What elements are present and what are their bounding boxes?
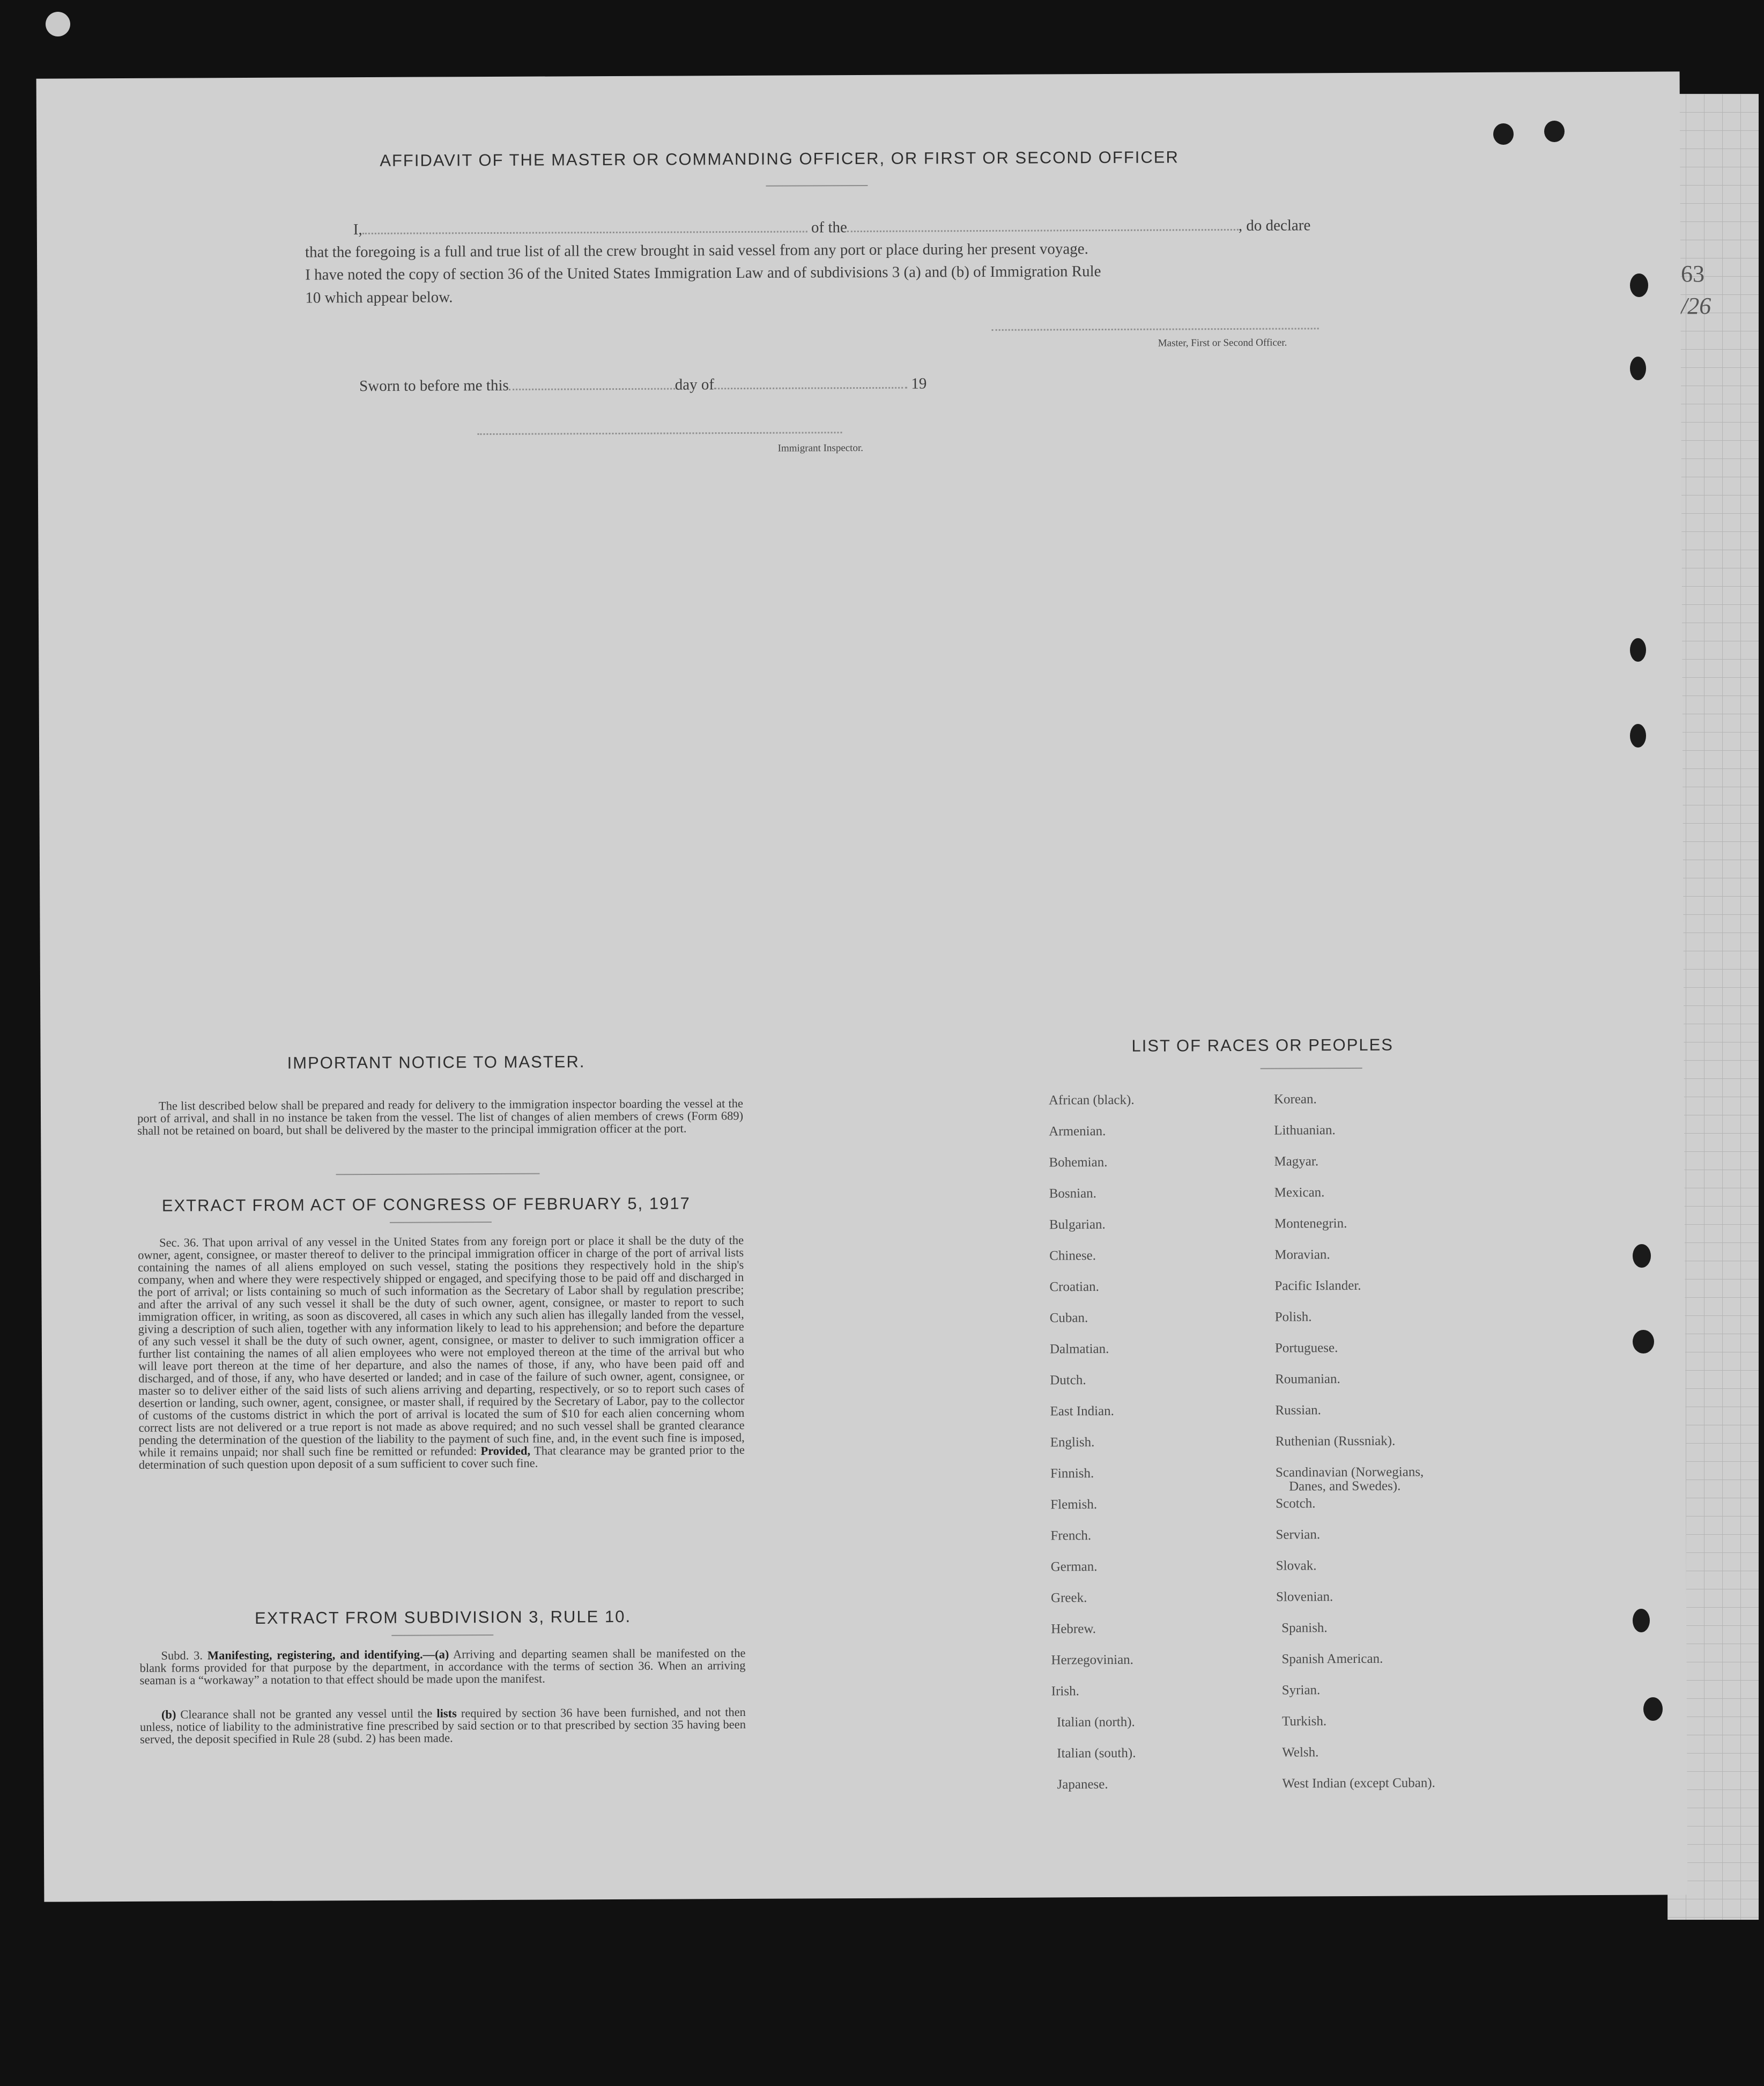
act-title: EXTRACT FROM ACT OF CONGRESS OF FEBRUARY 5, 1917 (161, 1194, 691, 1215)
affidavit-line-4: 10 which appear below. (305, 289, 453, 307)
back-sheet-mark: /26 (1681, 293, 1711, 319)
race-item: Pacific Islander. (1274, 1278, 1361, 1293)
race-item: Italian (south). (1057, 1745, 1136, 1761)
race-item: Scandinavian (Norwegians, (1275, 1464, 1424, 1480)
sworn-day-blank (509, 388, 675, 390)
divider (390, 1222, 492, 1223)
race-item: Bosnian. (1049, 1186, 1096, 1201)
divider (766, 185, 868, 187)
act-body-end: That clearance may be granted prior to the determination of such question upon deposit of a sum sufficient to cover such fine. (138, 1443, 745, 1471)
race-item: English. (1050, 1435, 1095, 1450)
punch-hole (1630, 638, 1646, 662)
race-item: Magyar. (1274, 1154, 1319, 1169)
rule-subd-b (140, 1706, 746, 1745)
race-item: Dutch. (1050, 1373, 1086, 1388)
race-item: Slovenian. (1276, 1589, 1333, 1604)
act-body (138, 1234, 745, 1471)
race-item: Moravian. (1274, 1247, 1330, 1262)
name-blank (362, 231, 807, 234)
race-item: French. (1050, 1528, 1092, 1543)
act-body-main: Sec. 36. That upon arrival of any vessel in the United States from any foreign port or place it shall be the duty of the owner, agent, consignee, or master thereof to deliver to the principal immigration officer in charge of the port of arrival lists containing the names of all aliens employed on such vessel, stating the positions they respectively hold in the ship's company, when and where they were respectively shipped or engaged, and specifying those to be paid off and discharged in the port of arrival; or lists containing so much of such information as the Secretary of Labor shall by regulation prescribe; and after the arrival of any such vessel it shall be the duty of such owner, agent, consignee, or master to report to such immigration officer, in writing, as soon as discovered, all cases in which any such alien has illegally landed from the vessel, giving a description of such alien, together with any information likely to lead to his apprehension; and before the departure of any such vessel it shall be the duty of such owner, agent, consignee, or master to deliver to such immigration officer a further list containing the names of all alien employees who were not employed thereon at the time of the arrival but who will leave port thereon at the time of her departure, and also the names of those, if any, who have been paid off and discharged, and of those, if any, who have deserted or landed; and in case of the failure of such owner, agent, consignee, or master so to deliver either of the said lists of such aliens arriving and departing, respectively, or so to report such cases of desertion or landing, such owner, agent, consignee, or master shall, if required by the Secretary of Labor, pay to the collector of customs of the customs district in which the port of arrival is located the sum of $10 for each alien concerning whom correct lists are not delivered or a true report is not made as above required; and no such vessel shall be granted clearance pending the determination of the question of the liability to the payment of such fine, and, in the event such fine is imposed, while it remains unpaid; nor shall such fine be remitted or refunded: (138, 1233, 745, 1459)
race-item: Dalmatian. (1049, 1341, 1109, 1357)
race-item: West Indian (except Cuban). (1282, 1776, 1435, 1791)
rule-subd-b-lists: lists (436, 1706, 457, 1720)
rule-subd-label: Subd. 3. (161, 1648, 203, 1662)
punch-hole (1544, 121, 1565, 142)
sworn-line (359, 375, 927, 395)
race-item: Spanish American. (1281, 1651, 1383, 1667)
race-item: Danes, and Swedes). (1289, 1478, 1401, 1494)
act-body-proviso: Provided, (480, 1444, 531, 1458)
affidavit-i: I, (353, 221, 362, 239)
rule-subd-a (139, 1647, 745, 1686)
back-sheet-mark: 63 (1681, 261, 1704, 287)
punch-hole (1643, 1697, 1663, 1721)
race-item: Greek. (1050, 1591, 1087, 1606)
race-item: Flemish. (1050, 1497, 1098, 1512)
race-item: Croatian. (1049, 1279, 1099, 1294)
race-item: Bohemian. (1049, 1155, 1108, 1170)
race-item: Servian. (1276, 1527, 1321, 1542)
race-item: Welsh. (1282, 1745, 1319, 1760)
race-item: Cuban. (1049, 1311, 1088, 1326)
race-item: Slovak. (1276, 1558, 1317, 1573)
race-item: Syrian. (1281, 1683, 1321, 1698)
divider (391, 1634, 493, 1636)
affidavit-line-2: that the foregoing is a full and true list of all the crew brought in said vessel from any port or place during her present voyage. (305, 240, 1088, 261)
race-item: Armenian. (1049, 1124, 1106, 1139)
binder-hole (46, 12, 70, 36)
divider (336, 1173, 540, 1175)
race-item: Korean. (1273, 1092, 1317, 1107)
race-item: German. (1050, 1559, 1098, 1574)
punch-hole (1633, 1330, 1654, 1353)
race-item: Irish. (1051, 1684, 1079, 1699)
affidavit-title: AFFIDAVIT OF THE MASTER OR COMMANDING OFFICER, OR FIRST OR SECOND OFFICER (380, 147, 1179, 170)
race-item: Italian (north). (1056, 1714, 1135, 1730)
race-item: Portuguese. (1274, 1341, 1338, 1356)
race-item: African (black). (1048, 1092, 1135, 1108)
race-item: Japanese. (1057, 1777, 1108, 1792)
vessel-blank (847, 229, 1239, 232)
punch-hole (1493, 123, 1514, 145)
race-item: Chinese. (1049, 1248, 1096, 1263)
rule-title: EXTRACT FROM SUBDIVISION 3, RULE 10. (255, 1607, 632, 1628)
race-item: Mexican. (1274, 1185, 1325, 1200)
race-item: Montenegrin. (1274, 1216, 1347, 1231)
punch-hole (1630, 357, 1646, 380)
race-item: Lithuanian. (1274, 1123, 1336, 1138)
punch-hole (1633, 1609, 1650, 1632)
notice-title: IMPORTANT NOTICE TO MASTER. (287, 1052, 585, 1072)
sworn-year: 19 (911, 375, 927, 393)
rule-subd-heading: Manifesting, registering, and identifying.—(a) (207, 1647, 449, 1662)
race-item: Spanish. (1281, 1621, 1328, 1636)
document-page (36, 71, 1688, 1902)
race-item: Ruthenian (Russniak). (1275, 1433, 1396, 1449)
race-item: East Indian. (1050, 1403, 1114, 1419)
rule-subd-b-body-1: Clearance shall not be granted any vessel until the (180, 1706, 433, 1721)
affidavit-declare: , do declare (1238, 217, 1311, 234)
race-item: Turkish. (1281, 1714, 1327, 1729)
punch-hole (1630, 273, 1648, 297)
sworn-day-label: day of (675, 376, 715, 394)
race-item: Herzegovinian. (1051, 1652, 1133, 1668)
race-item: Scotch. (1276, 1496, 1316, 1511)
rule-subd-b-label: (b) (161, 1707, 176, 1721)
race-item: Finnish. (1050, 1466, 1094, 1481)
signature-caption: Master, First or Second Officer. (1158, 337, 1287, 349)
sworn-month-blank (714, 387, 907, 390)
affidavit-line-1 (353, 217, 1311, 239)
affidavit-line-3: I have noted the copy of section 36 of the United States Immigration Law and of subdivisions 3 (a) and (b) of Immigration Rule (305, 263, 1101, 284)
notice-body: The list described below shall be prepared and ready for delivery to the immigration inspector boarding the vessel at the port of arrival, and shall in no instance be taken from the vessel. The list of changes of alien members of crews (Form 689) shall not be retained on board, but shall be delivered by the master to the principal immigration officer at the port. (137, 1096, 744, 1137)
race-item: Hebrew. (1051, 1622, 1096, 1637)
punch-hole (1630, 724, 1646, 748)
signature-line (992, 328, 1319, 331)
race-item: Roumanian. (1275, 1372, 1340, 1387)
race-item: Polish. (1274, 1310, 1312, 1325)
rule-subd-b-body-2: required by section 36 have been furnished, and not then unless, notice of liability to the administrative fine prescribed by said section or to that prescribed by section 35 having been served, the deposit specified in Rule 28 (subd. 2) has been made. (139, 1705, 746, 1746)
punch-hole (1633, 1244, 1651, 1268)
affidavit-of-the: of the (811, 219, 847, 236)
divider (1261, 1068, 1362, 1069)
inspector-caption: Immigrant Inspector. (777, 442, 864, 454)
race-item: Bulgarian. (1049, 1217, 1106, 1232)
races-title: LIST OF RACES OR PEOPLES (1131, 1035, 1394, 1055)
inspector-line (477, 432, 842, 435)
race-item: Russian. (1275, 1403, 1321, 1418)
sworn-label: Sworn to before me this (359, 376, 509, 395)
rule-subd-a-body: Arriving and departing seamen shall be manifested on the blank forms provided for that purpose by the department, in accordance with the terms of section 36. When an arriving seaman is a “workaway” a notation to that effect should be made upon the manifest. (139, 1646, 746, 1687)
